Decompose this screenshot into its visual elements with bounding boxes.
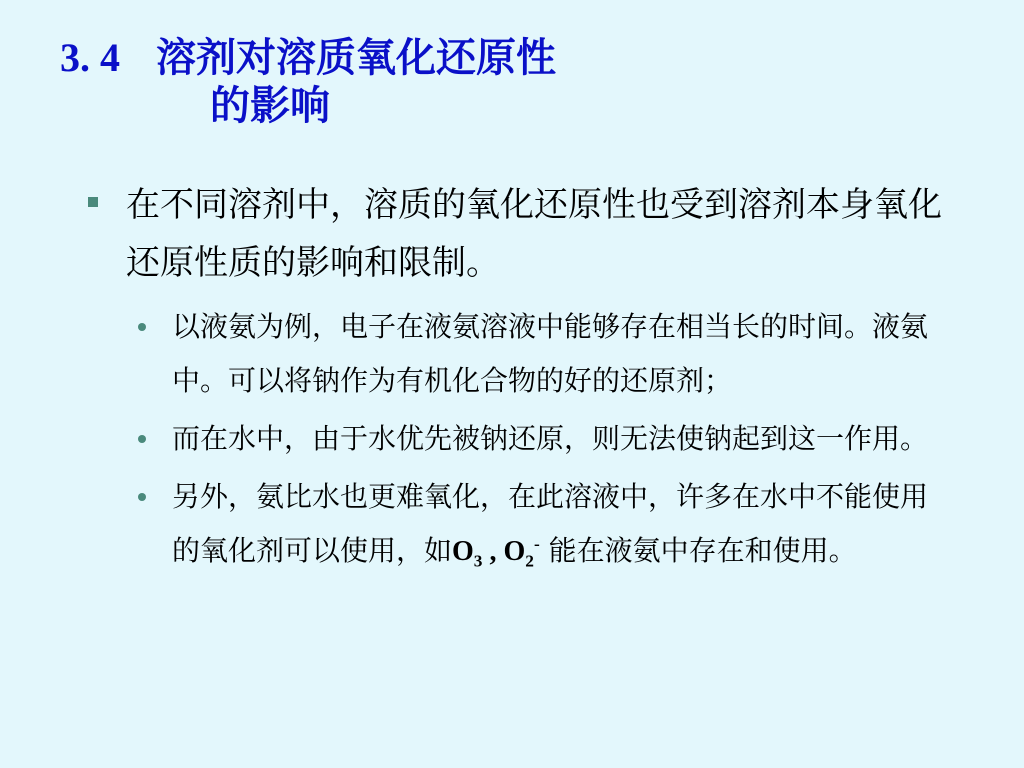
round-bullet-icon [138, 493, 146, 501]
section-number: 3. 4 [60, 35, 120, 80]
main-bullet-text: 在不同溶剂中，溶质的氧化还原性也受到溶剂本身氧化还原性质的影响和限制。 [126, 185, 942, 283]
superoxide-formula: $O_2^-$ [503, 534, 540, 571]
sub-bullet-text: 以液氨为例，电子在液氨溶液中能够存在相当长的时间。液氨中。可以将钠作为有机化合物的好的还原剂； [172, 310, 929, 397]
slide-title [60, 34, 556, 130]
sub-bullet-item [138, 470, 938, 579]
square-bullet-icon [88, 197, 98, 207]
formula-separator: , [482, 536, 504, 567]
ozone-formula: $O_3$ [452, 536, 483, 571]
sub-bullet-item [138, 300, 938, 408]
round-bullet-icon [138, 435, 146, 443]
round-bullet-icon [138, 323, 146, 331]
sub-bullet-list [138, 300, 938, 583]
title-line-2: 的影响 [210, 82, 330, 129]
sub-bullet-text [138, 470, 938, 579]
sub-bullet-text-before: 另外，氨比水也更难氧化，在此溶液中，许多在水中不能使用的氧化剂可以使用，如 [172, 480, 929, 567]
title-line-1: 溶剂对溶质氧化还原性 [156, 34, 556, 81]
sub-bullet-text-after: 能在液氨中存在和使用。 [539, 534, 857, 567]
main-bullet [88, 176, 948, 292]
sub-bullet-item [138, 412, 938, 466]
sub-bullet-text: 而在水中，由于水优先被钠还原，则无法使钠起到这一作用。 [172, 422, 929, 455]
